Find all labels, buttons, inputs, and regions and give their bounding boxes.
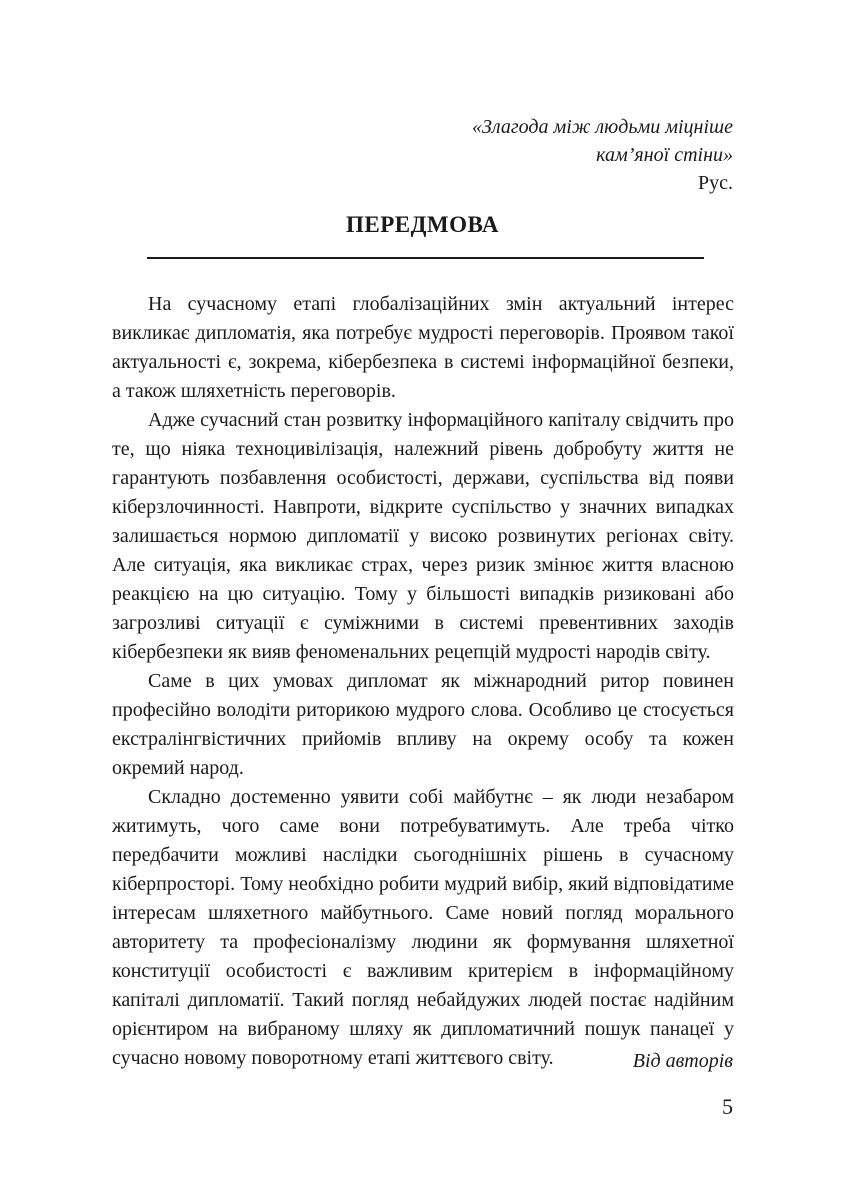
- paragraph-4: Складно достеменно уявити собі майбутнє – як люди незабаром житимуть, чого саме вони потребуватимуть. Але треба чітко передбачити можливі наслідки сьогоднішніх рішень в сучасному кіберпросторі. Тому необхідно робити мудрий вибір, який відповідатиме інтересам шляхетного майбутнього. Саме новий погляд морального авторитету та професіоналізму людини як формування шляхетної конституції особистості є важливим критерієм в інформаційному капіталі дипломатії. Такий погляд небайдужих людей постає надійним орієнтиром на вибраному шляху як дипломатичний пошук панацеї у сучасно новому поворотному етапі життєвого світу.: [112, 786, 734, 1069]
- paragraph-1: На сучасному етапі глобалізаційних змін актуальний інтерес викликає дипломатія, яка потребує мудрості переговорів. Проявом такої актуальності є, зокрема, кібербезпека в системі інформаційної безпеки, а також шляхетність переговорів.: [112, 293, 734, 402]
- epigraph: [333, 113, 733, 197]
- page-number: 5: [722, 1094, 733, 1119]
- title-divider: [147, 257, 704, 259]
- epigraph-line-1: «Злагода між людьми міцніше: [471, 116, 733, 138]
- preface-body: [112, 290, 734, 1073]
- paragraph-3: Саме в цих умовах дипломат як міжнародний ритор повинен професійно володіти риторикою мудрого слова. Особливо це стосується екстралінгвістичних прийомів впливу на окрему особу та кожен окремий народ.: [112, 670, 734, 779]
- signature: Від авторів: [632, 1050, 733, 1072]
- epigraph-line-2: кам’яної стіни»: [596, 144, 733, 166]
- paragraph-2: Адже сучасний стан розвитку інформаційного капіталу свідчить про те, що ніяка техноцивілізація, належний рівень добробуту життя не гарантують позбавлення особистості, держави, суспільства від появи кіберзлочинності. Навпроти, відкрите суспільство у значних випадках залишається нормою дипломатії у високо розвинутих регіонах світу. Але ситуація, яка викликає страх, через ризик змінює життя власною реакцією на цю ситуацію. Тому у більшості випадків ризиковані або загрозливі ситуації є суміжними в системі превентивних заходів кібербезпеки як вияв феноменальних рецепцій мудрості народів світу.: [112, 409, 734, 663]
- epigraph-source: Рус.: [698, 172, 733, 194]
- page-title: ПЕРЕДМОВА: [345, 212, 500, 237]
